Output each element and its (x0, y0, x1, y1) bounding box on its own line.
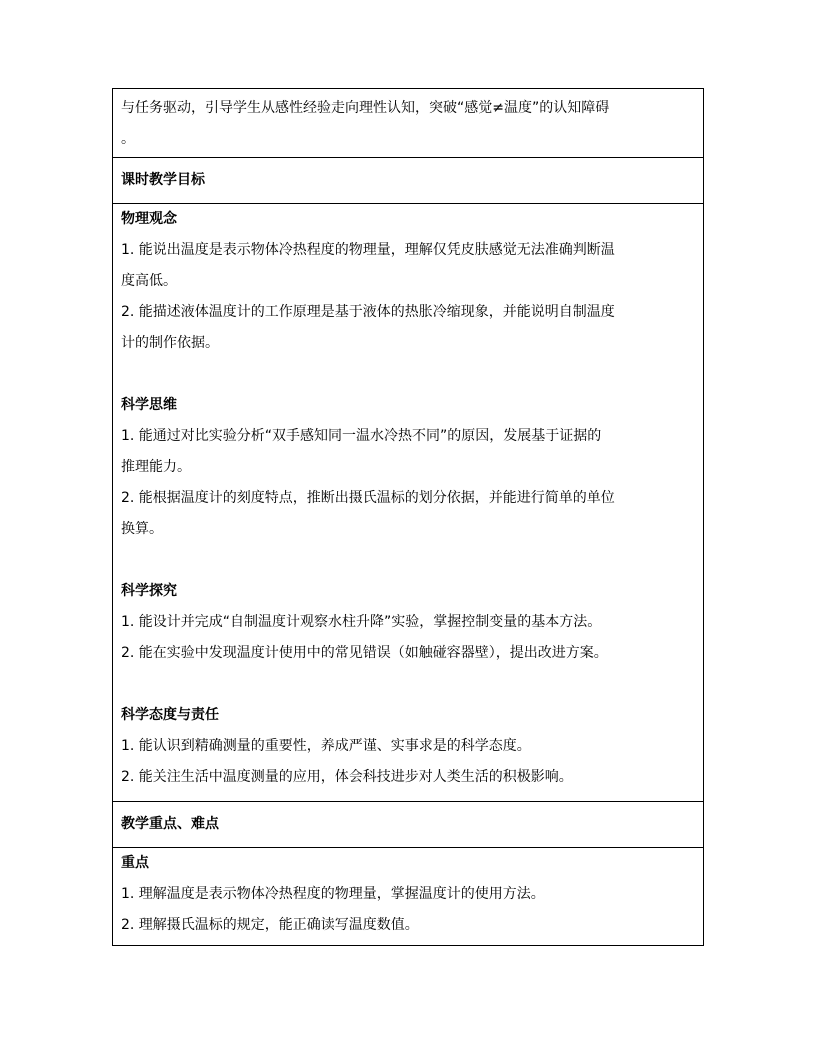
objectives-cell (113, 204, 703, 802)
spacer (121, 359, 695, 390)
intro-line-1: 与任务驱动，引导学生从感性经验走向理性认知，突破“感觉≠温度”的认知障碍 (121, 100, 610, 116)
objective-line: 2. 能根据温度计的刻度特点，推断出摄氏温标的划分依据，并能进行简单的单位 (121, 490, 615, 506)
intro-cell (113, 89, 703, 158)
objective-line: 2. 能在实验中发现温度计使用中的常见错误（如触碰容器壁），提出改进方案。 (121, 645, 608, 661)
objective-line: 度高低。 (121, 273, 177, 289)
lesson-plan-table (112, 88, 704, 946)
group-title-inquiry: 科学探究 (121, 583, 177, 599)
objective-line: 推理能力。 (121, 459, 191, 475)
group-title-attitude: 科学态度与责任 (121, 707, 219, 723)
objective-line: 换算。 (121, 521, 163, 537)
spacer (121, 669, 695, 700)
group-title-thinking: 科学思维 (121, 397, 177, 413)
spacer (121, 545, 695, 576)
key-points-title: 重点 (121, 855, 149, 871)
objectives-header: 课时教学目标 (121, 172, 205, 188)
objective-line: 计的制作依据。 (121, 335, 219, 351)
key-points-cell (113, 848, 703, 945)
objective-line: 2. 能描述液体温度计的工作原理是基于液体的热胀冷缩现象，并能说明自制温度 (121, 304, 615, 320)
key-points-header: 教学重点、难点 (121, 816, 219, 832)
objective-line: 1. 能通过对比实验分析“双手感知同一温水冷热不同”的原因，发展基于证据的 (121, 428, 602, 444)
key-points-header-cell (113, 802, 703, 848)
intro-line-2: 。 (121, 131, 135, 147)
objective-line: 1. 能认识到精确测量的重要性，养成严谨、实事求是的科学态度。 (121, 738, 531, 754)
group-title-physics: 物理观念 (121, 211, 177, 227)
objective-line: 1. 能设计并完成“自制温度计观察水柱升降”实验，掌握控制变量的基本方法。 (121, 614, 602, 630)
objectives-header-cell (113, 158, 703, 204)
objective-line: 2. 能关注生活中温度测量的应用，体会科技进步对人类生活的积极影响。 (121, 769, 573, 785)
key-point-line: 1. 理解温度是表示物体冷热程度的物理量，掌握温度计的使用方法。 (121, 886, 545, 902)
key-point-line: 2. 理解摄氏温标的规定，能正确读写温度数值。 (121, 917, 419, 933)
objective-line: 1. 能说出温度是表示物体冷热程度的物理量，理解仅凭皮肤感觉无法准确判断温 (121, 242, 615, 258)
